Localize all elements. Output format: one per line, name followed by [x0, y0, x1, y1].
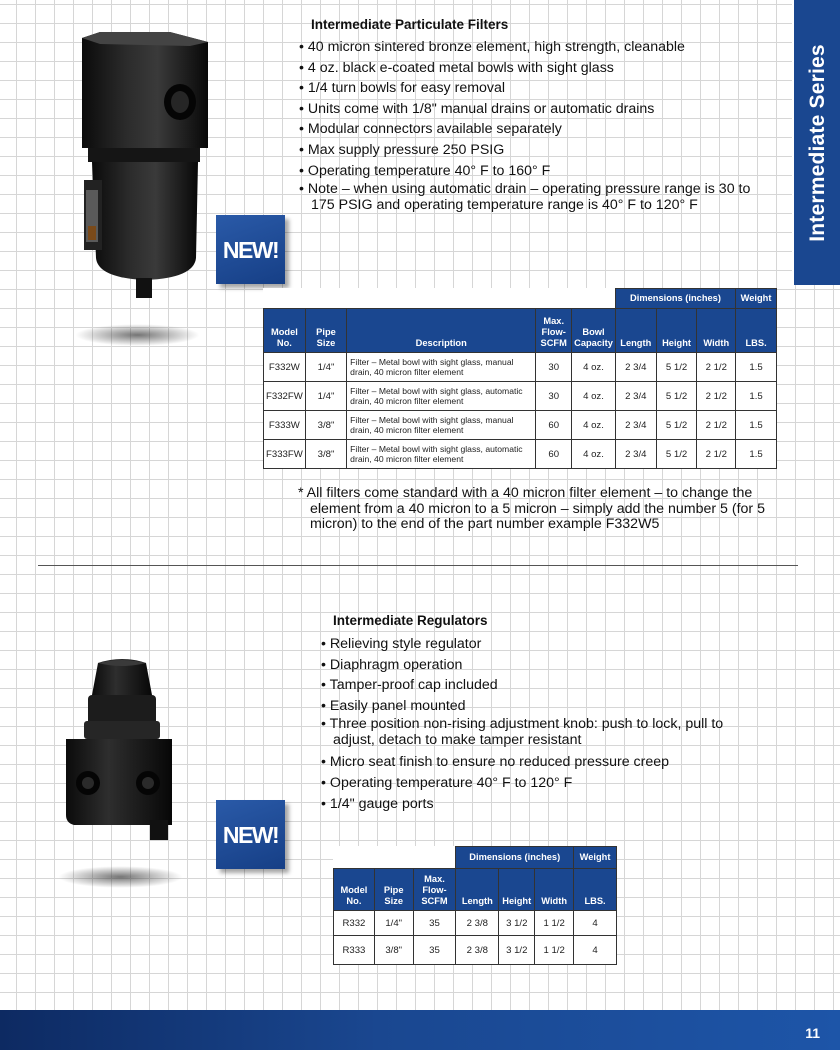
cell-lbs: 4 [574, 911, 617, 936]
cell-description: Filter – Metal bowl with sight glass, manual drain, 40 micron filter element [347, 411, 536, 440]
model-header: Model No. [334, 869, 375, 911]
cell-flow: 30 [536, 382, 572, 411]
regulator-shadow [58, 866, 183, 888]
filters-feature-list [299, 37, 769, 213]
cell-pipe: 3/8" [305, 440, 346, 469]
model-header: Model No. [264, 309, 306, 353]
cell-width: 2 1/2 [697, 353, 736, 382]
filters-spec-table [263, 288, 777, 469]
cell-model: F333W [264, 411, 306, 440]
new-badge [216, 800, 285, 869]
cell-model: F332FW [264, 382, 306, 411]
cell-height: 5 1/2 [656, 353, 697, 382]
table-row [264, 353, 777, 382]
cell-model: F332W [264, 353, 306, 382]
regulators-spec-table [333, 846, 617, 965]
filters-weight-header: Weight [736, 289, 777, 309]
cell-length: 2 3/4 [615, 382, 656, 411]
regulators-feature-item: • Micro seat finish to ensure no reduced pressure creep [321, 752, 761, 773]
regulators-weight-header: Weight [574, 847, 617, 869]
cell-description: Filter – Metal bowl with sight glass, automatic drain, 40 micron filter element [347, 440, 536, 469]
section-divider [38, 565, 798, 566]
page-number: 11 [805, 1025, 820, 1041]
cell-length: 2 3/4 [615, 353, 656, 382]
cell-bowl: 4 oz. [572, 382, 616, 411]
flow-header: Max. Flow- SCFM [536, 309, 572, 353]
cell-flow: 60 [536, 440, 572, 469]
table-row [264, 382, 777, 411]
filters-feature-item: • Units come with 1/8" manual drains or automatic drains [299, 99, 769, 120]
table-row [334, 911, 617, 936]
length-header: Length [615, 309, 656, 353]
filter-product-image [70, 30, 220, 300]
filters-dimensions-header: Dimensions (inches) [615, 289, 735, 309]
filters-feature-item: • 1/4 turn bowls for easy removal [299, 78, 769, 99]
description-header: Description [347, 309, 536, 353]
filters-feature-item: • Operating temperature 40° F to 160° F [299, 161, 769, 182]
width-header: Width [535, 869, 574, 911]
cell-pipe: 1/4" [374, 911, 413, 936]
cell-length: 2 3/4 [615, 440, 656, 469]
cell-height: 5 1/2 [656, 440, 697, 469]
table-row [264, 411, 777, 440]
cell-height: 3 1/2 [499, 911, 535, 936]
lbs-header: LBS. [736, 309, 777, 353]
regulator-product-image [60, 655, 185, 855]
regulators-feature-item: • 1/4" gauge ports [321, 794, 761, 815]
regulators-feature-item: • Operating temperature 40° F to 120° F [321, 773, 761, 794]
flow-header: Max. Flow- SCFM [413, 869, 456, 911]
cell-lbs: 1.5 [736, 411, 777, 440]
cell-lbs: 1.5 [736, 440, 777, 469]
filters-feature-item: • 40 micron sintered bronze element, high strength, cleanable [299, 37, 769, 58]
regulators-feature-item: • Tamper-proof cap included [321, 675, 761, 696]
filters-feature-item: • Max supply pressure 250 PSIG [299, 140, 769, 161]
length-header: Length [456, 869, 499, 911]
regulators-feature-item: • Three position non-rising adjustment knob: push to lock, pull to adjust, detach to make tamper resistant [321, 716, 761, 752]
height-header: Height [656, 309, 697, 353]
cell-flow: 30 [536, 353, 572, 382]
cell-width: 2 1/2 [697, 440, 736, 469]
filters-feature-item: • Modular connectors available separately [299, 119, 769, 140]
new-badge [216, 215, 285, 284]
width-header: Width [697, 309, 736, 353]
cell-lbs: 1.5 [736, 353, 777, 382]
cell-width: 2 1/2 [697, 382, 736, 411]
filters-footnote: * All filters come standard with a 40 micron filter element – to change the element from a 40 micron to a 5 micron – simply add the number 5 (for 5 micron) to the end of the part number example F332W5 [298, 485, 765, 532]
cell-width: 1 1/2 [535, 936, 574, 965]
cell-height: 3 1/2 [499, 936, 535, 965]
cell-description: Filter – Metal bowl with sight glass, automatic drain, 40 micron filter element [347, 382, 536, 411]
new-badge-label: NEW! [222, 822, 279, 848]
cell-length: 2 3/8 [456, 936, 499, 965]
cell-pipe: 3/8" [305, 411, 346, 440]
cell-bowl: 4 oz. [572, 440, 616, 469]
cell-height: 5 1/2 [656, 411, 697, 440]
cell-width: 2 1/2 [697, 411, 736, 440]
table-row [264, 440, 777, 469]
cell-bowl: 4 oz. [572, 353, 616, 382]
cell-flow: 35 [413, 936, 456, 965]
cell-model: R333 [334, 936, 375, 965]
cell-width: 1 1/2 [535, 911, 574, 936]
regulators-dimensions-header: Dimensions (inches) [456, 847, 574, 869]
regulators-title: Intermediate Regulators [333, 613, 488, 628]
cell-flow: 35 [413, 911, 456, 936]
filter-shadow [75, 324, 200, 346]
bowl-header: Bowl Capacity [572, 309, 616, 353]
cell-height: 5 1/2 [656, 382, 697, 411]
regulators-feature-item: • Easily panel mounted [321, 696, 761, 717]
series-side-tab-label: Intermediate Series [806, 43, 829, 242]
height-header: Height [499, 869, 535, 911]
footer-bar [0, 1010, 840, 1050]
regulators-feature-list [321, 634, 761, 814]
lbs-header: LBS. [574, 869, 617, 911]
cell-pipe: 1/4" [305, 382, 346, 411]
pipe-header: Pipe Size [305, 309, 346, 353]
filters-feature-item: • 4 oz. black e-coated metal bowls with sight glass [299, 58, 769, 79]
series-side-tab [792, 0, 840, 285]
cell-length: 2 3/8 [456, 911, 499, 936]
filters-feature-item: • Note – when using automatic drain – operating pressure range is 30 to 175 PSIG and operating temperature range is 40° F to 120° F [299, 181, 769, 213]
cell-length: 2 3/4 [615, 411, 656, 440]
cell-description: Filter – Metal bowl with sight glass, manual drain, 40 micron filter element [347, 353, 536, 382]
pipe-header: Pipe Size [374, 869, 413, 911]
regulators-feature-item: • Diaphragm operation [321, 655, 761, 676]
cell-bowl: 4 oz. [572, 411, 616, 440]
regulators-feature-item: • Relieving style regulator [321, 634, 761, 655]
cell-pipe: 3/8" [374, 936, 413, 965]
cell-lbs: 1.5 [736, 382, 777, 411]
filters-title: Intermediate Particulate Filters [311, 17, 509, 32]
cell-lbs: 4 [574, 936, 617, 965]
cell-model: F333FW [264, 440, 306, 469]
cell-model: R332 [334, 911, 375, 936]
cell-pipe: 1/4" [305, 353, 346, 382]
table-row [334, 936, 617, 965]
cell-flow: 60 [536, 411, 572, 440]
new-badge-label: NEW! [222, 237, 279, 263]
